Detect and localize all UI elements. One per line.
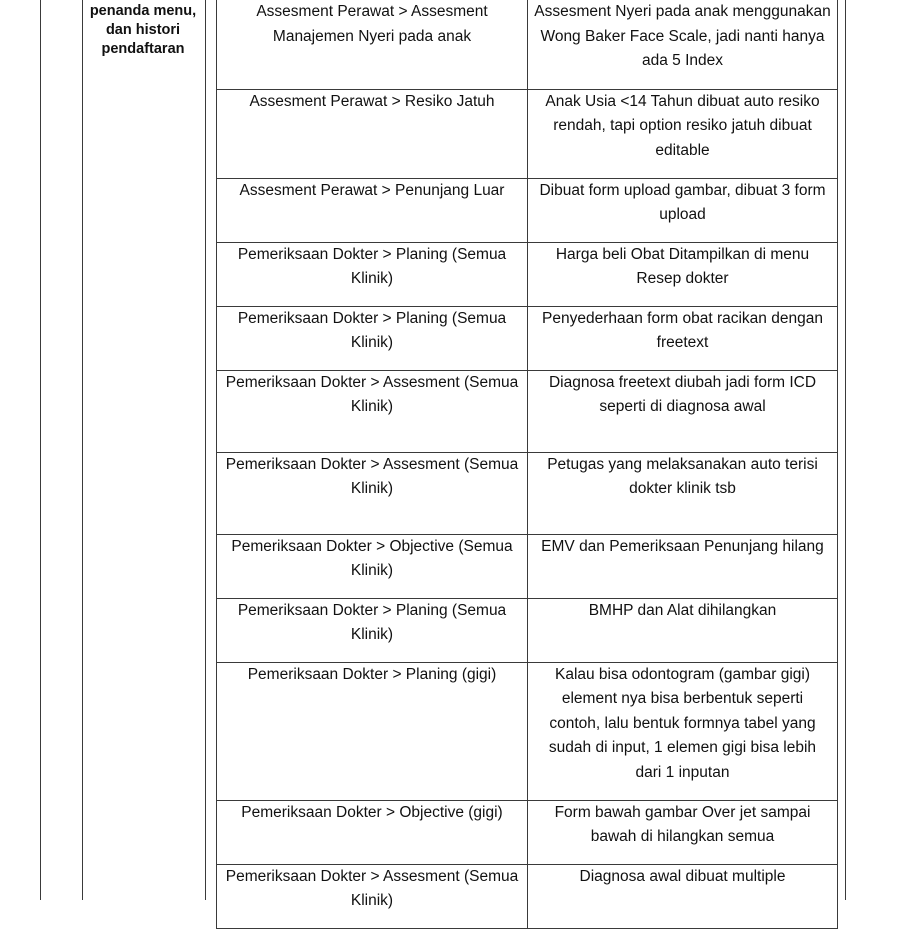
note-cell: BMHP dan Alat dihilangkan — [528, 598, 838, 662]
menu-cell: Pemeriksaan Dokter > Planing (Semua Klinik) — [217, 242, 528, 306]
menu-cell: Pemeriksaan Dokter > Assesment (Semua Klinik) — [217, 864, 528, 928]
menu-cell: Assesment Perawat > Penunjang Luar — [217, 178, 528, 242]
menu-cell: Assesment Perawat > Assesment Manajemen Nyeri pada anak — [217, 0, 528, 89]
menu-cell: Pemeriksaan Dokter > Assesment (Semua Klinik) — [217, 452, 528, 534]
note-cell: Form bawah gambar Over jet sampai bawah di hilangkan semua — [528, 800, 838, 864]
table-row — [217, 242, 838, 306]
note-cell: EMV dan Pemeriksaan Penunjang hilang — [528, 534, 838, 598]
table-row — [217, 662, 838, 800]
feature-label-line: penanda menu, — [89, 3, 197, 19]
feature-label-line: dan histori — [105, 22, 181, 38]
outer-table-border-col1 — [82, 0, 83, 900]
note-cell: Diagnosa awal dibuat multiple — [528, 864, 838, 928]
note-cell: Harga beli Obat Ditampilkan di menu Resep dokter — [528, 242, 838, 306]
menu-cell: Pemeriksaan Dokter > Planing (gigi) — [217, 662, 528, 800]
table-row — [217, 178, 838, 242]
note-cell: Penyederhaan form obat racikan dengan freetext — [528, 306, 838, 370]
note-cell: Petugas yang melaksanakan auto terisi dokter klinik tsb — [528, 452, 838, 534]
table-row — [217, 89, 838, 178]
note-cell: Anak Usia <14 Tahun dibuat auto resiko rendah, tapi option resiko jatuh dibuat editable — [528, 89, 838, 178]
menu-cell: Pemeriksaan Dokter > Objective (Semua Klinik) — [217, 534, 528, 598]
outer-table-border-left — [40, 0, 41, 900]
table-row — [217, 0, 838, 89]
table-row — [217, 534, 838, 598]
menu-cell: Pemeriksaan Dokter > Planing (Semua Klinik) — [217, 598, 528, 662]
table-row — [217, 864, 838, 928]
table-row — [217, 306, 838, 370]
note-cell: Assesment Nyeri pada anak menggunakan Wong Baker Face Scale, jadi nanti hanya ada 5 Index — [528, 0, 838, 89]
outer-table-border-right — [845, 0, 846, 900]
outer-table-border-col2 — [205, 0, 206, 900]
feature-label-cell — [84, 2, 202, 59]
note-cell: Dibuat form upload gambar, dibuat 3 form upload — [528, 178, 838, 242]
feature-label-line: pendaftaran — [101, 41, 185, 57]
menu-cell: Pemeriksaan Dokter > Assesment (Semua Klinik) — [217, 370, 528, 452]
table-row — [217, 598, 838, 662]
table-row — [217, 452, 838, 534]
revision-table — [216, 0, 838, 929]
menu-cell: Pemeriksaan Dokter > Objective (gigi) — [217, 800, 528, 864]
table-row — [217, 800, 838, 864]
table-row — [217, 370, 838, 452]
menu-cell: Assesment Perawat > Resiko Jatuh — [217, 89, 528, 178]
menu-cell: Pemeriksaan Dokter > Planing (Semua Klinik) — [217, 306, 528, 370]
note-cell: Diagnosa freetext diubah jadi form ICD seperti di diagnosa awal — [528, 370, 838, 452]
note-cell: Kalau bisa odontogram (gambar gigi) element nya bisa berbentuk seperti contoh, lalu bentuk formnya tabel yang sudah di input, 1 elemen gigi bisa lebih dari 1 inputan — [528, 662, 838, 800]
